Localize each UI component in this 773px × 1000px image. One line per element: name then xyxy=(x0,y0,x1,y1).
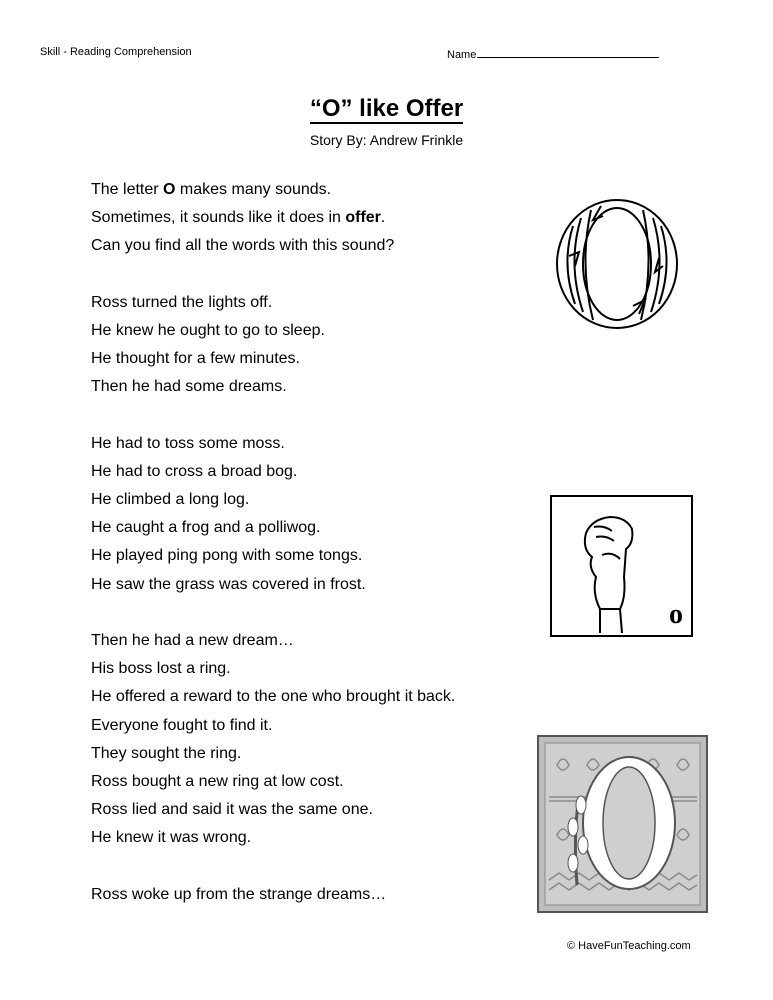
word-offer-bold: offer xyxy=(345,209,381,227)
page-title xyxy=(0,95,773,123)
stanza2-line: He had to cross a broad bog. xyxy=(91,462,298,480)
stanza3-line: Everyone fought to find it. xyxy=(91,716,273,734)
stanza3-line: Then he had a new dream… xyxy=(91,632,294,649)
intro-line-2: Sometimes, it sounds like it does in offer. xyxy=(91,209,386,227)
stanza2-line: He had to toss some moss. xyxy=(91,434,285,452)
stanza2-line: He saw the grass was covered in frost. xyxy=(91,575,366,593)
ornamental-letter-o-icon xyxy=(537,735,708,913)
stanza3-line: He knew it was wrong. xyxy=(91,829,252,847)
letter-o-bold: O xyxy=(163,181,176,198)
name-label: Name xyxy=(447,49,477,61)
story-text xyxy=(91,176,455,909)
stanza3-line: Ross bought a new ring at low cost. xyxy=(91,772,344,790)
closing-line: Ross woke up from the strange dreams… xyxy=(91,885,387,903)
stanza3-line: They sought the ring. xyxy=(91,744,242,762)
skill-label: Skill - Reading Comprehension xyxy=(40,46,192,58)
stanza3-line: He offered a reward to the one who brought it back. xyxy=(91,688,456,706)
stanza1-line: Ross turned the lights off. xyxy=(91,293,273,311)
footer-copyright: © HaveFunTeaching.com xyxy=(567,940,691,952)
intro-line-1: The letter O makes many sounds. xyxy=(91,181,332,198)
stanza1-line: He thought for a few minutes. xyxy=(91,350,300,368)
stanza1-line: Then he had some dreams. xyxy=(91,378,287,396)
stanza3-line: His boss lost a ring. xyxy=(91,660,231,678)
name-field xyxy=(447,46,659,61)
byline: Story By: Andrew Frinkle xyxy=(309,132,464,148)
intro-line-3: Can you find all the words with this sound? xyxy=(91,237,395,255)
striped-letter-o-icon xyxy=(553,196,681,332)
sign-language-o-image xyxy=(550,495,693,637)
stanza3-line: Ross lied and said it was the same one. xyxy=(91,801,373,819)
stanza1-line: He knew he ought to go to sleep. xyxy=(91,321,325,339)
title-text: “O” like Offer xyxy=(309,95,464,122)
stanza2-line: He played ping pong with some tongs. xyxy=(91,547,363,565)
stanza2-line: He caught a frog and a polliwog. xyxy=(91,519,321,537)
stanza2-line: He climbed a long log. xyxy=(91,491,250,509)
name-blank-line xyxy=(477,46,659,58)
hand-sign-letter: o xyxy=(669,599,683,630)
